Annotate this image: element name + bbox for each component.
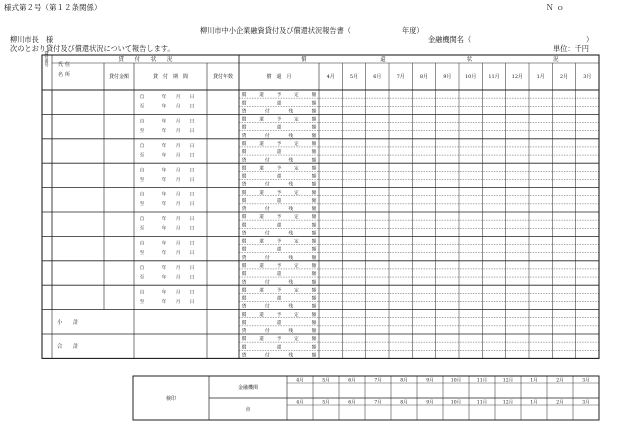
period-to-day: 日 <box>189 250 195 256</box>
period-from-day: 日 <box>189 265 195 271</box>
repay-label-char: 償 <box>241 296 247 302</box>
repay-label-char: 予 <box>276 312 282 318</box>
period-from-month: 月 <box>175 95 181 101</box>
period-to-day: 日 <box>189 226 195 232</box>
repay-label-char: 還 <box>259 117 264 123</box>
period-from-year: 年 <box>161 119 167 125</box>
repay-label-char: 額 <box>311 125 317 131</box>
period-from-label: 自 <box>139 217 145 223</box>
period-to-month: 月 <box>175 250 181 256</box>
month-header-8: 11月 <box>488 74 500 80</box>
repay-label-char: 残 <box>288 207 293 213</box>
repay-label-char: 付 <box>265 353 270 359</box>
period-to-year: 年 <box>161 128 167 134</box>
repay-label-char: 定 <box>294 312 299 318</box>
repay-label-char: 付 <box>265 280 270 286</box>
period-from-year: 年 <box>161 265 167 271</box>
summary-month-fi-3: 6月 <box>348 378 356 384</box>
repay-label-char: 額 <box>311 142 317 147</box>
repay-label-char: 定 <box>294 215 299 221</box>
period-to-year: 年 <box>161 226 167 232</box>
col-address-label: 住 所 <box>64 61 70 77</box>
repay-label-char: 額 <box>311 166 317 172</box>
report-year-label: 年度） <box>402 26 424 35</box>
summary-month-city-8: 11月 <box>476 400 488 406</box>
period-to-day: 日 <box>189 153 195 159</box>
repay-label-char: 付 <box>265 255 270 261</box>
repay-label-char: 付 <box>265 109 270 115</box>
period-to-month: 月 <box>175 153 181 159</box>
repay-label-char: 付 <box>265 329 270 335</box>
col-loan-period-label: 貸 付 期 間 <box>152 74 189 80</box>
period-from-month: 月 <box>175 192 181 198</box>
total-label: 合 計 <box>57 344 79 351</box>
period-to-day: 日 <box>189 299 195 305</box>
repay-label-char: 額 <box>311 117 317 123</box>
period-to-year: 年 <box>161 299 167 305</box>
month-header-7: 10月 <box>464 74 477 80</box>
summary-month-city-3: 6月 <box>348 400 356 406</box>
repay-label-char: 償 <box>241 150 247 156</box>
period-from-month: 月 <box>175 290 181 296</box>
repay-label-char: 貸 <box>241 158 247 164</box>
repay-label-char: 還 <box>259 166 264 172</box>
repay-label-char: 償 <box>241 166 247 172</box>
summary-month-fi-11: 2月 <box>556 378 564 384</box>
repay-label-char: 償 <box>241 239 247 245</box>
period-from-year: 年 <box>161 168 167 174</box>
month-header-12: 3月 <box>583 74 592 80</box>
col-repay-month-label: 償 還 月 <box>266 74 292 80</box>
repay-label-char: 還 <box>259 142 264 147</box>
repay-label-char: 額 <box>311 345 317 351</box>
period-to-year: 年 <box>161 202 167 208</box>
report-note: 次のとおり貸付及び償還状況について報告します。 <box>10 44 175 53</box>
period-to-year: 年 <box>161 250 167 256</box>
summary-month-fi-2: 5月 <box>322 378 330 384</box>
repay-label-char: 予 <box>276 288 282 294</box>
period-to-day: 日 <box>189 104 195 110</box>
repay-label-char: 予 <box>276 264 282 269</box>
repay-label-char: 還 <box>259 215 264 221</box>
period-from-month: 月 <box>175 143 181 149</box>
repay-label-char: 償 <box>241 264 247 269</box>
summary-month-city-7: 10月 <box>450 400 462 406</box>
repay-status-group-char: 還 <box>380 57 386 63</box>
loan-status-group-label: 貸 付 状 況 <box>118 57 173 63</box>
month-header-9: 12月 <box>511 74 524 80</box>
repay-label-char: 貸 <box>241 231 247 237</box>
period-from-day: 日 <box>189 192 195 198</box>
repay-label-char: 還 <box>259 288 264 294</box>
month-header-4: 7月 <box>396 74 405 80</box>
inspection-label: 検印 <box>165 396 177 402</box>
period-to-day: 日 <box>189 128 195 134</box>
repay-label-char: 還 <box>259 93 264 99</box>
period-from-label: 自 <box>139 241 145 247</box>
repay-label-char: 償 <box>241 125 247 131</box>
repay-label-char: 額 <box>311 337 317 343</box>
repay-label-char: 償 <box>241 190 247 196</box>
summary-month-fi-9: 12月 <box>502 378 514 384</box>
col-loan-years-label: 貸付年数 <box>212 74 234 80</box>
repay-label-char: 額 <box>311 93 317 99</box>
repay-label-char: 予 <box>276 239 282 245</box>
repay-label-char: 定 <box>294 166 299 172</box>
summary-month-city-9: 12月 <box>502 400 514 406</box>
month-header-5: 8月 <box>419 74 429 80</box>
repay-label-char: 還 <box>276 101 282 107</box>
repay-label-char: 還 <box>276 174 282 180</box>
summary-month-fi-6: 9月 <box>426 378 434 384</box>
period-from-label: 自 <box>139 168 145 174</box>
repay-label-char: 貸 <box>241 109 247 115</box>
summary-month-city-11: 2月 <box>556 400 564 406</box>
subtotal-label: 小 計 <box>57 319 79 326</box>
period-to-month: 月 <box>175 202 181 208</box>
repay-label-char: 予 <box>276 215 282 221</box>
summary-month-fi-1: 4月 <box>296 378 304 384</box>
summary-month-fi-7: 10月 <box>450 378 462 384</box>
repay-label-char: 還 <box>259 239 264 245</box>
repay-label-char: 額 <box>311 320 317 326</box>
repay-label-char: 残 <box>288 329 293 335</box>
period-from-label: 自 <box>139 265 145 271</box>
repay-label-char: 償 <box>241 93 247 99</box>
summary-month-city-2: 5月 <box>322 400 330 406</box>
repay-label-char: 償 <box>241 198 247 204</box>
repay-label-char: 額 <box>311 329 317 335</box>
repay-label-char: 付 <box>265 182 270 188</box>
repay-label-char: 貸 <box>241 255 247 261</box>
repay-label-char: 貸 <box>241 280 247 286</box>
period-to-label: 至 <box>139 128 145 134</box>
period-to-month: 月 <box>175 299 181 305</box>
summary-month-city-4: 7月 <box>374 400 382 406</box>
repay-label-char: 還 <box>276 198 282 204</box>
period-from-label: 自 <box>139 192 145 198</box>
period-to-year: 年 <box>161 177 167 183</box>
repay-status-group-char: 況 <box>553 57 559 63</box>
repay-label-char: 額 <box>311 304 317 310</box>
repay-label-char: 額 <box>311 264 317 269</box>
repay-label-char: 貸 <box>241 329 247 335</box>
summary-month-city-10: 1月 <box>530 400 538 406</box>
period-from-label: 自 <box>139 119 145 125</box>
repay-label-char: 残 <box>288 133 293 139</box>
repay-label-char: 還 <box>276 272 282 278</box>
repay-label-char: 残 <box>288 182 293 188</box>
month-header-6: 9月 <box>443 74 452 80</box>
repay-label-char: 予 <box>276 93 282 99</box>
period-from-label: 自 <box>139 143 145 149</box>
period-from-year: 年 <box>161 241 167 247</box>
repay-label-char: 償 <box>241 101 247 107</box>
col-loan-no-label: 貸付番号 <box>44 51 50 67</box>
period-from-day: 日 <box>189 168 195 174</box>
period-from-label: 自 <box>139 290 145 296</box>
period-from-day: 日 <box>189 290 195 296</box>
repay-label-char: 額 <box>311 296 317 302</box>
period-from-month: 月 <box>175 119 181 125</box>
repay-label-char: 還 <box>276 223 282 229</box>
period-to-label: 至 <box>139 202 145 208</box>
repay-label-char: 償 <box>241 312 247 318</box>
repay-label-char: 額 <box>311 207 317 213</box>
repay-label-char: 付 <box>265 231 270 237</box>
unit-label: 単位：千円 <box>553 44 589 53</box>
repay-label-char: 償 <box>241 247 247 253</box>
repay-label-char: 定 <box>294 93 299 99</box>
repay-label-char: 額 <box>311 190 317 196</box>
period-to-label: 至 <box>139 250 145 256</box>
addressee: 柳川市長 様 <box>10 35 54 44</box>
period-to-month: 月 <box>175 177 181 183</box>
month-header-3: 6月 <box>373 74 382 80</box>
repay-label-char: 額 <box>311 255 317 261</box>
repay-label-char: 額 <box>311 101 317 107</box>
month-header-10: 1月 <box>536 74 545 80</box>
period-from-year: 年 <box>161 192 167 198</box>
repay-label-char: 貸 <box>241 182 247 188</box>
period-from-year: 年 <box>161 290 167 296</box>
period-to-day: 日 <box>189 275 195 281</box>
summary-month-fi-10: 1月 <box>530 378 538 384</box>
repay-label-char: 残 <box>288 280 293 286</box>
repay-label-char: 残 <box>288 231 293 237</box>
repay-label-char: 額 <box>311 215 317 221</box>
repay-label-char: 還 <box>276 125 282 131</box>
repay-label-char: 予 <box>276 166 282 172</box>
repay-label-char: 償 <box>241 117 247 123</box>
month-header-11: 2月 <box>559 74 569 80</box>
period-from-month: 月 <box>175 241 181 247</box>
repay-status-group-char: 状 <box>466 57 473 63</box>
repay-label-char: 額 <box>311 312 317 318</box>
period-from-month: 月 <box>175 265 181 271</box>
repay-label-char: 定 <box>294 264 299 269</box>
summary-month-fi-8: 11月 <box>476 378 488 384</box>
repay-label-char: 定 <box>294 288 299 294</box>
period-to-month: 月 <box>175 226 181 232</box>
repay-label-char: 残 <box>288 304 293 310</box>
repay-label-char: 償 <box>241 288 247 294</box>
repay-label-char: 償 <box>241 174 247 180</box>
period-from-day: 日 <box>189 241 195 247</box>
period-from-day: 日 <box>189 217 195 223</box>
repay-label-char: 予 <box>276 117 282 123</box>
repay-label-char: 還 <box>276 345 282 351</box>
repay-label-char: 償 <box>241 215 247 221</box>
city-label: 市 <box>245 407 251 413</box>
period-to-label: 至 <box>139 153 145 159</box>
repay-label-char: 額 <box>311 133 317 139</box>
period-to-label: 至 <box>139 299 145 305</box>
repay-label-char: 額 <box>311 182 317 188</box>
bank-name-label: 金融機関名（ <box>428 35 472 44</box>
repay-label-char: 償 <box>241 223 247 229</box>
period-to-month: 月 <box>175 128 181 134</box>
repay-label-char: 額 <box>311 231 317 237</box>
repay-label-char: 償 <box>241 345 247 351</box>
repay-label-char: 額 <box>311 288 317 294</box>
repay-label-char: 貸 <box>241 353 247 359</box>
bank-name-close: ） <box>586 35 594 44</box>
period-to-day: 日 <box>189 177 195 183</box>
repay-label-char: 償 <box>241 320 247 326</box>
summary-month-fi-12: 3月 <box>582 378 590 384</box>
repay-label-char: 定 <box>294 239 299 245</box>
period-to-label: 至 <box>139 177 145 183</box>
repay-label-char: 額 <box>311 223 317 229</box>
summary-month-city-12: 3月 <box>582 400 590 406</box>
period-from-year: 年 <box>161 143 167 149</box>
period-to-day: 日 <box>189 202 195 208</box>
repay-label-char: 還 <box>276 150 282 156</box>
repay-label-char: 額 <box>311 109 317 115</box>
repay-label-char: 額 <box>311 353 317 359</box>
repay-label-char: 定 <box>294 337 299 343</box>
repay-label-char: 償 <box>241 272 247 278</box>
repay-label-char: 残 <box>288 353 293 359</box>
repay-label-char: 貸 <box>241 207 247 213</box>
main-table-border <box>42 55 599 358</box>
repay-label-char: 額 <box>311 239 317 245</box>
repay-label-char: 貸 <box>241 304 247 310</box>
repay-status-group-char: 償 <box>301 57 307 63</box>
period-to-year: 年 <box>161 275 167 281</box>
summary-month-city-6: 9月 <box>426 400 434 406</box>
repay-label-char: 定 <box>294 117 299 123</box>
repay-label-char: 還 <box>276 296 282 302</box>
repay-label-char: 定 <box>294 190 299 196</box>
summary-month-city-1: 4月 <box>296 400 304 406</box>
col-loan-amount-label: 貸付金額 <box>108 74 130 80</box>
period-from-year: 年 <box>161 217 167 223</box>
repay-label-char: 額 <box>311 150 317 156</box>
repay-label-char: 償 <box>241 337 247 343</box>
repay-label-char: 付 <box>265 133 270 139</box>
repay-label-char: 残 <box>288 158 293 164</box>
repay-label-char: 予 <box>276 142 282 147</box>
col-name-label: 氏 名 <box>57 61 63 77</box>
repay-label-char: 残 <box>288 109 293 115</box>
period-from-day: 日 <box>189 119 195 125</box>
period-from-month: 月 <box>175 168 181 174</box>
repay-label-char: 額 <box>311 174 317 180</box>
period-to-year: 年 <box>161 104 167 110</box>
period-from-day: 日 <box>189 143 195 149</box>
repay-label-char: 還 <box>259 264 264 269</box>
month-header-1: 4月 <box>326 74 335 80</box>
form-number: 様式第２号（第１２条関係） <box>4 3 102 12</box>
financial-institution-label: 金融機関 <box>237 385 259 391</box>
month-header-2: 5月 <box>349 74 359 80</box>
period-to-label: 至 <box>139 275 145 281</box>
summary-month-fi-4: 7月 <box>374 378 382 384</box>
repay-label-char: 額 <box>311 198 317 204</box>
repay-label-char: 還 <box>276 320 282 326</box>
repay-label-char: 還 <box>259 190 264 196</box>
repay-label-char: 付 <box>265 158 270 164</box>
repay-label-char: 償 <box>241 142 247 147</box>
repay-label-char: 予 <box>276 190 282 196</box>
repay-label-char: 還 <box>276 247 282 253</box>
period-from-label: 自 <box>139 95 145 101</box>
repay-label-char: 付 <box>265 207 270 213</box>
repay-label-char: 還 <box>259 337 264 343</box>
period-to-label: 至 <box>139 104 145 110</box>
repay-label-char: 定 <box>294 142 299 147</box>
period-to-month: 月 <box>175 275 181 281</box>
repay-label-char: 付 <box>265 304 270 310</box>
period-to-year: 年 <box>161 153 167 159</box>
summary-month-fi-5: 8月 <box>400 378 408 384</box>
summary-month-city-5: 8月 <box>400 400 408 406</box>
period-from-month: 月 <box>175 217 181 223</box>
repay-label-char: 予 <box>276 337 282 343</box>
repay-label-char: 額 <box>311 247 317 253</box>
report-title: 柳川市中小企業融資貸付及び償還状況報告書（ <box>200 26 351 35</box>
repay-label-char: 貸 <box>241 133 247 139</box>
period-from-day: 日 <box>189 95 195 101</box>
repay-label-char: 還 <box>259 312 264 318</box>
repay-label-char: 残 <box>288 255 293 261</box>
document-number-label: Ｎｏ <box>546 3 567 12</box>
period-to-month: 月 <box>175 104 181 110</box>
repay-label-char: 額 <box>311 272 317 278</box>
period-from-year: 年 <box>161 95 167 101</box>
repay-label-char: 額 <box>311 158 317 164</box>
repay-label-char: 額 <box>311 280 317 286</box>
period-to-label: 至 <box>139 226 145 232</box>
